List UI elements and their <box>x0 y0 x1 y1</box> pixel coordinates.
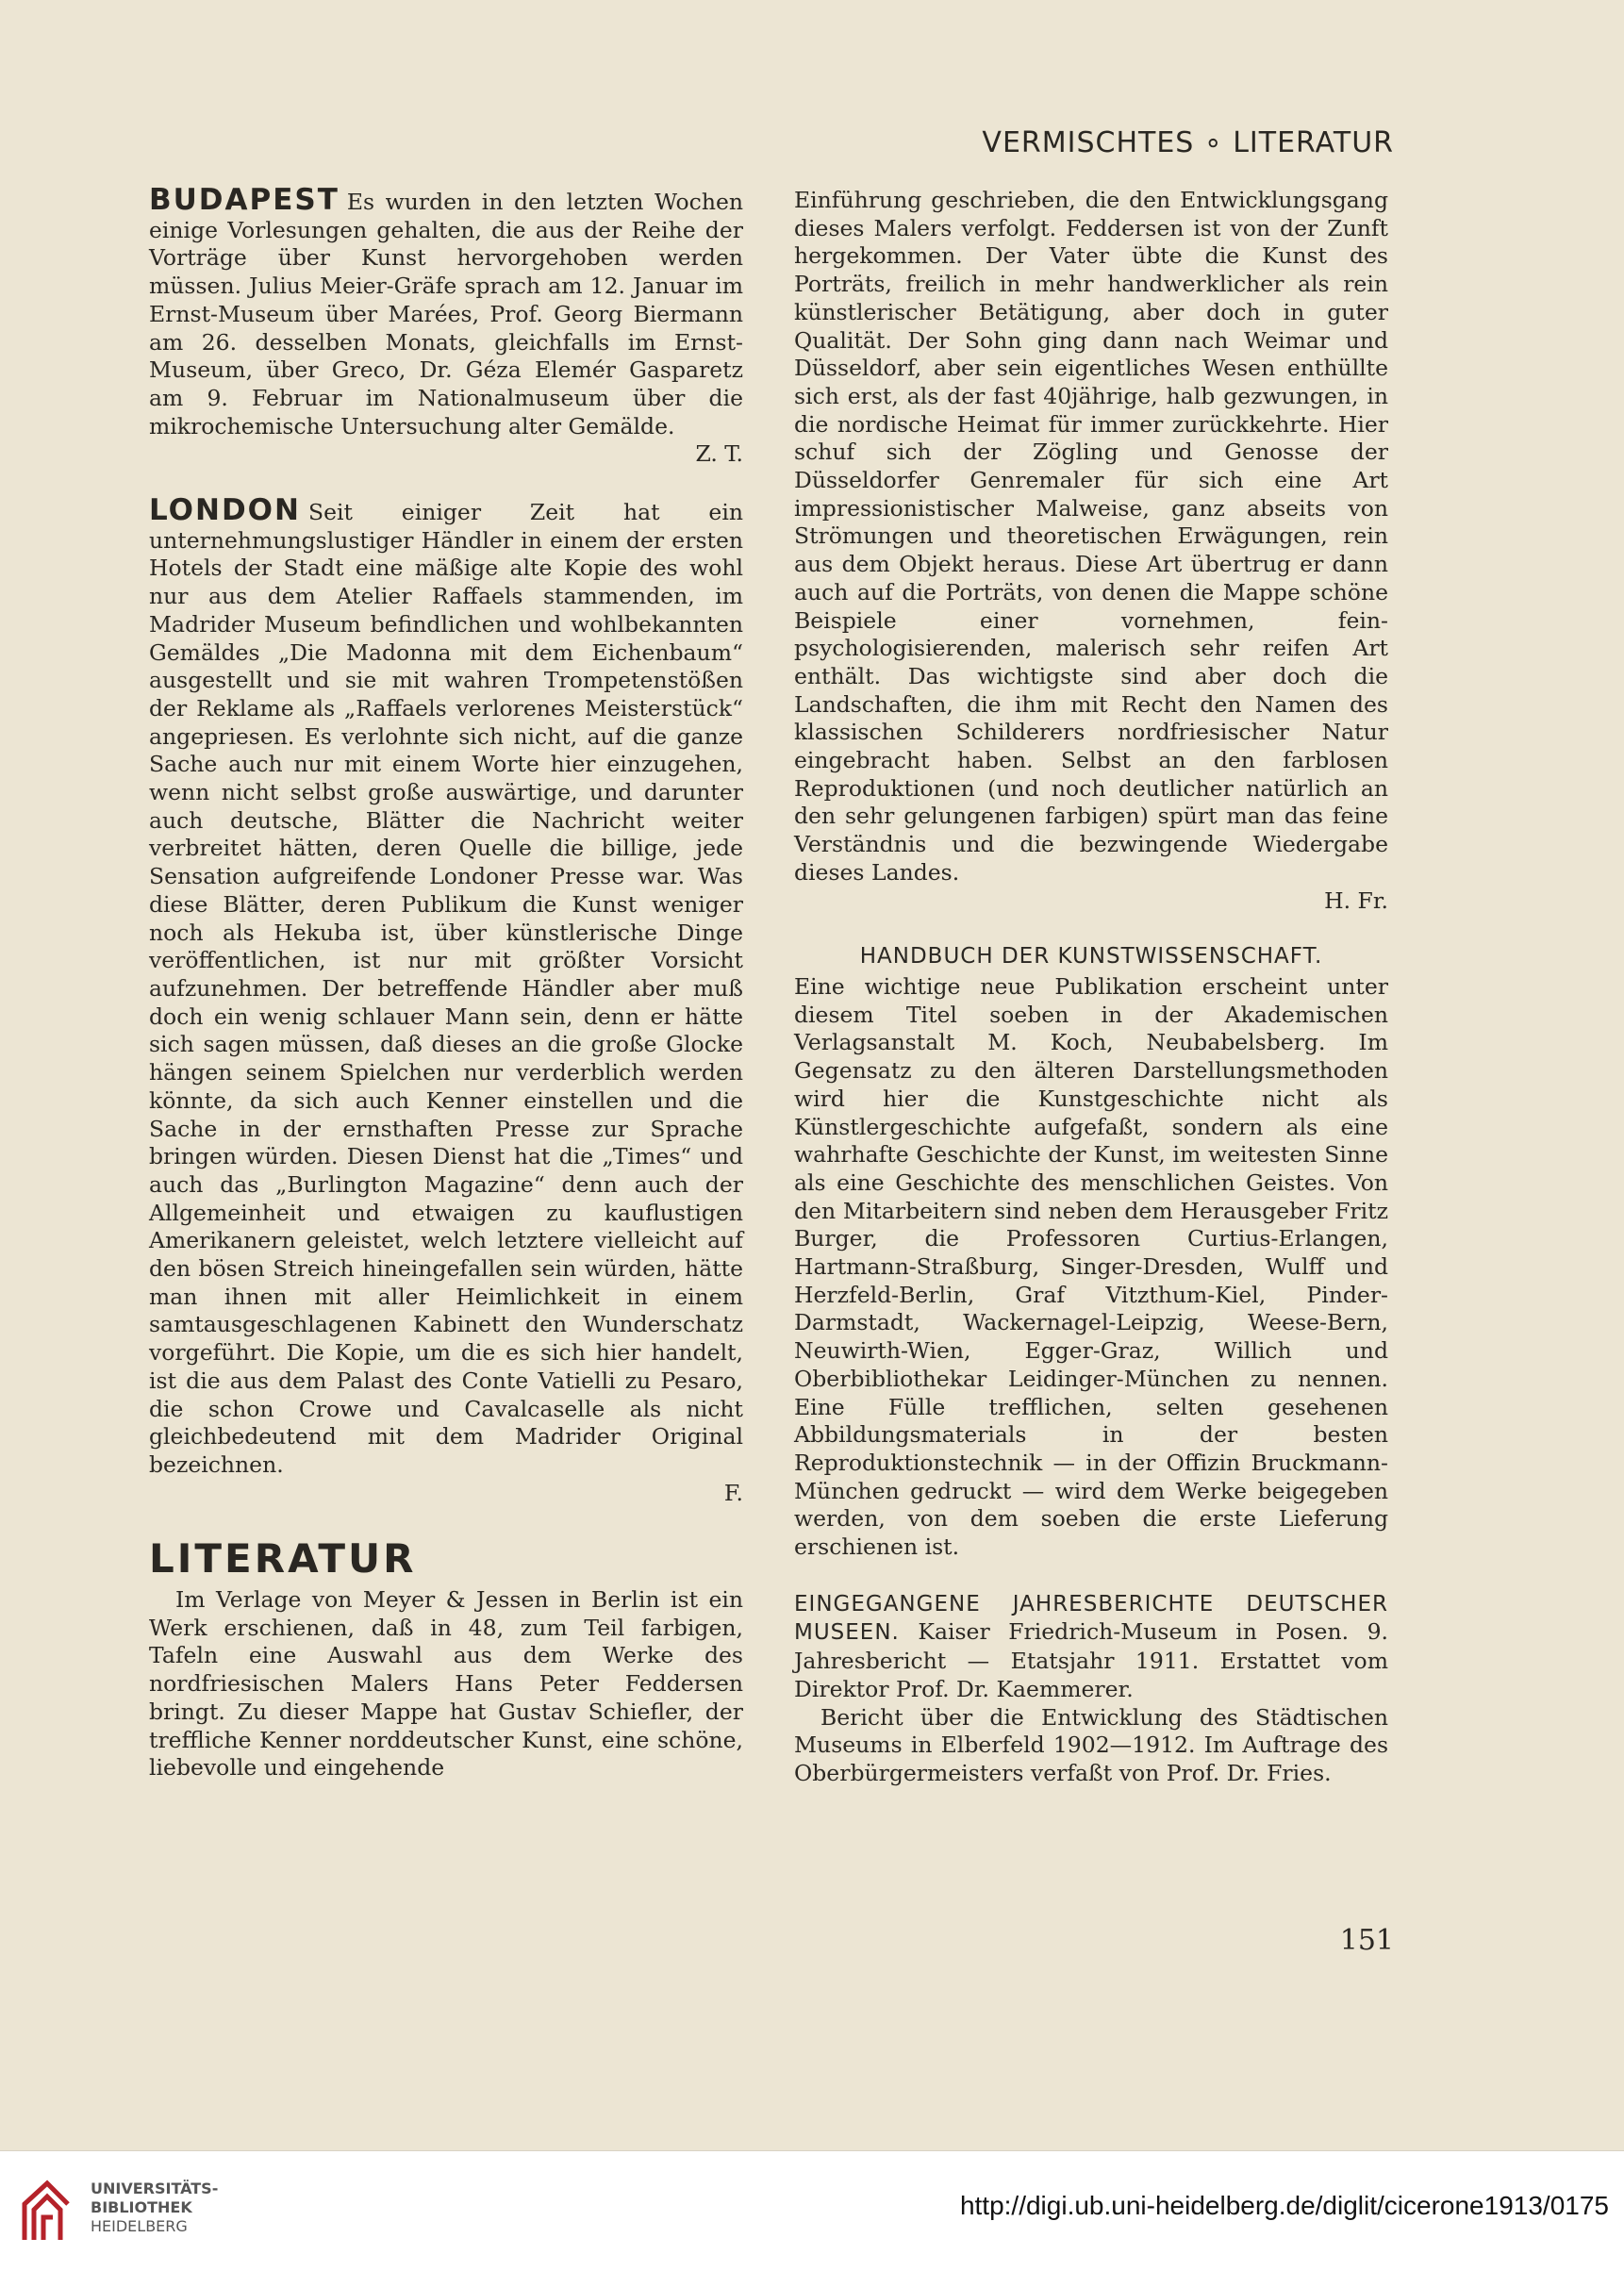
london-lead: LONDON <box>149 493 301 528</box>
london-section <box>149 493 743 1507</box>
page-number: 151 <box>1339 1924 1394 1957</box>
running-head: VERMISCHTES ∘ LITERATUR <box>982 126 1394 159</box>
london-paragraph <box>149 493 743 1480</box>
left-column <box>149 183 743 1782</box>
handbuch-text: Eine wichtige neue Publikation erscheint unter diesem Titel soeben in der Akademischen Verlagsanstalt M. Koch, Neubabelsberg. Im Gegensatz zu den älteren Darstellungsmethoden wird hier die Kunstgeschichte nicht als Künstlergeschichte aufgefaßt, sondern als eine wahrhafte Geschichte der Kunst, im weitesten Sinne als eine Geschichte des menschlichen Geistes. Von den Mitarbeitern sind neben dem Herausgeber Fritz Burger, die Professoren Curtius-Erlangen, Hartmann-Straßburg, Singer-Dresden, Wulff und Herzfeld-Berlin, Graf Vitzthum-Kiel, Pinder-Darmstadt, Wackernagel-Leipzig, Weese-Bern, Neuwirth-Wien, Egger-Graz, Willich und Oberbibliothekar Leidinger-München zu nennen. Eine Fülle trefflichen, selten gesehenen Abbildungsmaterials in der besten Reproduktionstechnik — in der Offizin Bruckmann-München gedruckt — wird dem Werke beigegeben werden, von dem soeben die erste Lieferung erschienen ist. <box>794 972 1388 1561</box>
budapest-signature: Z. T. <box>695 440 743 468</box>
budapest-text: Es wurden in den letzten Wochen einige Vorlesungen gehalten, die aus der Reihe der Vorträge über Kunst hervorgehoben werden müssen. Julius Meier-Gräfe sprach am 12. Januar im Ernst-Museum über Marées, Prof. Georg Biermann am 26. desselben Monats, gleichfalls im Ernst-Museum, über Greco, Dr. Géza Elemér Gasparetz am 9. Februar im Nationalmuseum über die mikrochemische Untersuchung alter Gemälde. <box>149 189 743 439</box>
literatur-text: Im Verlage von Meyer & Jessen in Berlin ist ein Werk erschienen, daß in 48, zum Teil farbigen, Tafeln eine Auswahl aus dem Werke des nordfriesischen Malers Hans Peter Feddersen bringt. Zu dieser Mappe hat Gustav Schiefler, der treffliche Kenner norddeutscher Kunst, eine schöne, liebevolle und eingehende <box>149 1586 743 1782</box>
budapest-paragraph <box>149 183 743 440</box>
jahresberichte-text-posen: Kaiser Friedrich-Museum in Posen. 9. Jahresbericht — Etatsjahr 1911. Erstattet vom Direktor Prof. Dr. Kaemmerer. <box>794 1618 1388 1702</box>
handbuch-heading: HANDBUCH DER KUNSTWISSENSCHAFT. <box>859 944 1323 970</box>
handbuch-section <box>794 943 1388 1561</box>
london-signature: F. <box>723 1479 743 1506</box>
jahresberichte-heading: EINGEGANGENE JAHRESBERICHTE DEUTSCHER MUSEEN. <box>794 1591 1388 1646</box>
library-line-1: UNIVERSITÄTS- <box>91 2180 219 2197</box>
library-name <box>91 2180 218 2236</box>
continuation-signature: H. Fr. <box>1324 887 1388 914</box>
budapest-section <box>149 183 743 469</box>
jahresberichte-text-elberfeld: Bericht über die Entwicklung des Städtischen Museums in Elberfeld 1902—1912. Im Auftrage des Oberbürgermeisters verfaßt von Prof. Dr. Fries. <box>794 1703 1388 1786</box>
london-text: Seit einiger Zeit hat ein unternehmungslustiger Händler in einem der ersten Hotels der Stadt eine mäßige alte Kopie des wohl nur aus dem Atelier Raffaels stammenden, im Madrider Museum befindlichen und wohlbekannten Gemäldes „Die Madonna mit dem Eichenbaum“ ausgestellt und sie mit wahren Trompetenstößen der Reklame als „Raffaels verlorenes Meisterstück“ angepriesen. Es verlohnte sich nicht, auf die ganze Sache auch nur mit einem Worte hier einzugehen, wenn nicht selbst große auswärtige, und darunter auch deutsche, Blätter die Nachricht weiter verbreitet hätten, deren Quelle die billige, jede Sensation aufgreifende Londoner Presse war. Was diese Blätter, deren Publikum die Kunst weniger noch als Hekuba ist, über künstlerische Dinge veröffentlichen, ist nur mit größter Vorsicht aufzunehmen. Der betreffende Händler aber muß doch ein wenig schlauer Mann sein, denn er hätte sich sagen müssen, daß dieses an die große Glocke hängen seinem Spielchen nur verderblich werden könnte, da sich auch Kenner einstellen und die Sache in der ernsthaften Presse zur Sprache bringen würden. Diesen Dienst hat die „Times“ und auch das „Burlington Magazine“ denn auch der Allgemeinheit und etwaigen zu kauflustigen Amerikanern geleistet, welch letztere vielleicht auf den bösen Streich hineingefallen sein würden, hätte man ihnen mit aller Heimlichkeit in einem samtausgeschlagenen Kabinett den Wunderschatz vorgeführt. Die Kopie, um die es sich hier handelt, ist die aus dem Palast des Conte Vatielli zu Pesaro, die schon Crowe und Cavalcaselle als nicht gleichbedeutend mit dem Madrider Original bezeichnen. <box>149 499 743 1478</box>
budapest-lead: BUDAPEST <box>149 183 340 217</box>
library-line-2: BIBLIOTHEK <box>91 2198 192 2216</box>
feddersen-continuation <box>794 187 1388 915</box>
continuation-text: Einführung geschrieben, die den Entwicklungsgang dieses Malers verfolgt. Feddersen ist von der Zunft hergekommen. Der Vater übte die Kunst des Porträts, freilich in mehr handwerklicher als rein künstlerischer Betätigung, aber doch in guter Qualität. Der Sohn ging dann nach Weimar und Düsseldorf, aber sein eigentliches Wesen enthüllte sich erst, als der fast 40jährige, halb gezwungen, in die nordische Heimat für immer zurückkehrte. Hier schuf sich der Zögling und Genosse der Düsseldorfer Genremaler für sich eine Art impressionistischer Malweise, ganz abseits von Strömungen und theoretischen Erwägungen, rein aus dem Objekt heraus. Diese Art übertrug er dann auch auf die Porträts, von denen die Mappe schöne Beispiele einer vornehmen, fein-psychologisierenden, malerisch sehr reifen Art enthält. Das wichtigste sind aber doch die Landschaften, die ihm mit Recht den Namen des klassischen Schilderers nordfriesischer Natur eingebracht haben. Selbst an den farblosen Reproduktionen (und noch deutlicher natürlich an den sehr gelungenen farbigen) spürt man das feine Verständnis und die bezwingende Wiedergabe dieses Landes. <box>794 187 1388 886</box>
right-column <box>794 187 1388 1816</box>
library-line-3: HEIDELBERG <box>91 2217 188 2235</box>
jahresberichte-section <box>794 1590 1388 1788</box>
university-library-logo-icon <box>19 2178 74 2246</box>
source-url-link[interactable]: http://digi.ub.uni-heidelberg.de/diglit/cicerone1913/0175 <box>959 2191 1609 2220</box>
footer-bar <box>0 2150 1624 2271</box>
jahresberichte-paragraph <box>794 1590 1388 1704</box>
literatur-heading: LITERATUR <box>149 1535 417 1583</box>
